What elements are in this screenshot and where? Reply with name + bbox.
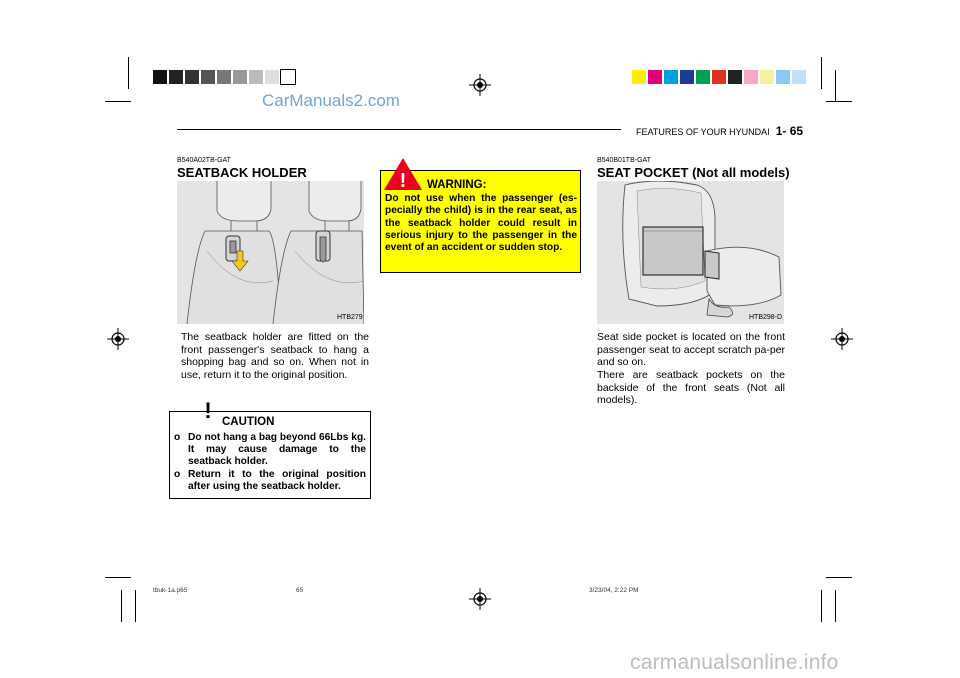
color-swatch [664,70,678,84]
figure-label: HTB298-D [749,314,783,321]
figure-label: HTB279 [337,314,363,321]
seatback-holder-description: The seatback holder are fitted on the front passenger's seatback to hang a shopping bag and so on. When not in use, return it to the original position. [181,331,369,381]
caution-item [174,469,366,493]
color-swatch [776,70,790,84]
registration-mark-icon [107,328,129,350]
warning-title: WARNING: [427,179,487,191]
seat-pocket-description-2: There are seatback pockets on the backside of the front seats (Not all models). [597,369,785,407]
crop-mark [826,577,852,578]
registration-mark-icon [469,74,491,96]
crop-mark [105,101,131,102]
grayscale-color-bar [153,70,297,84]
caution-box [169,398,371,499]
registration-mark-icon [831,328,853,350]
crop-mark [821,57,822,89]
seat-pocket-illustration [597,181,784,324]
crop-mark [105,577,131,578]
color-swatch [217,70,231,84]
crop-mark [121,590,122,622]
warning-icon-glyph: ! [399,170,407,191]
warning-icon [383,157,423,191]
footer-file: tbuk-1a.p65 [153,587,188,594]
registration-mark-icon [469,588,491,610]
color-swatch [792,70,806,84]
crop-mark [135,590,136,622]
header-rule [177,129,621,130]
page-number: 1- 65 [775,124,804,138]
caution-item-text: Do not hang a bag beyond 66Lbs kg. It may cause damage to the seatback holder. [188,432,366,468]
caution-icon [196,396,220,424]
color-swatch [185,70,199,84]
caution-item-text: Return it to the original position after using the seatback holder. [188,469,366,493]
seatback-holder-illustration [177,181,364,324]
crop-mark [821,590,822,622]
footer-date: 3/23/04, 2:22 PM [589,587,639,594]
caution-title: CAUTION [222,416,275,428]
crop-mark [128,57,129,89]
color-swatch [153,70,167,84]
warning-box [380,170,581,273]
seat-pocket-figure [597,181,784,324]
color-swatch [648,70,662,84]
crop-mark [835,70,836,101]
color-swatch [680,70,694,84]
footer-page: 65 [296,587,304,594]
cmyk-color-bar [632,70,808,84]
section-heading: SEATBACK HOLDER [177,165,307,180]
color-swatch [632,70,646,84]
color-swatch [696,70,710,84]
section-heading: SEAT POCKET (Not all models) [597,165,790,180]
caution-item [174,432,366,469]
color-swatch [201,70,215,84]
color-swatch [760,70,774,84]
warning-text: Do not use when the passenger (es-pecially the child) is in the rear seat, as the seatback holder could result in serious injury to the passenger in the event of an accident or sudden stop. [385,193,577,254]
bullet: o [174,432,181,443]
color-swatch [233,70,247,84]
page-header [636,124,803,138]
color-swatch [265,70,279,84]
color-swatch [281,70,295,84]
site-watermark[interactable]: carmanualsonline.info [630,651,839,674]
seatback-holder-figure [177,181,364,324]
bullet: o [174,469,181,480]
crop-mark [826,101,852,102]
color-swatch [169,70,183,84]
crop-mark [835,590,836,622]
section-code: B540A02TB-GAT [177,157,231,164]
color-swatch [728,70,742,84]
caution-icon-glyph: ! [204,398,212,423]
section-code: B540B01TB-GAT [597,157,651,164]
watermark-text[interactable]: CarManuals2.com [262,91,400,110]
color-swatch [744,70,758,84]
section-title: FEATURES OF YOUR HYUNDAI [636,127,770,137]
seat-pocket-description: Seat side pocket is located on the front passenger seat to accept scratch pa-per and so on. [597,331,785,369]
color-swatch [712,70,726,84]
color-swatch [249,70,263,84]
